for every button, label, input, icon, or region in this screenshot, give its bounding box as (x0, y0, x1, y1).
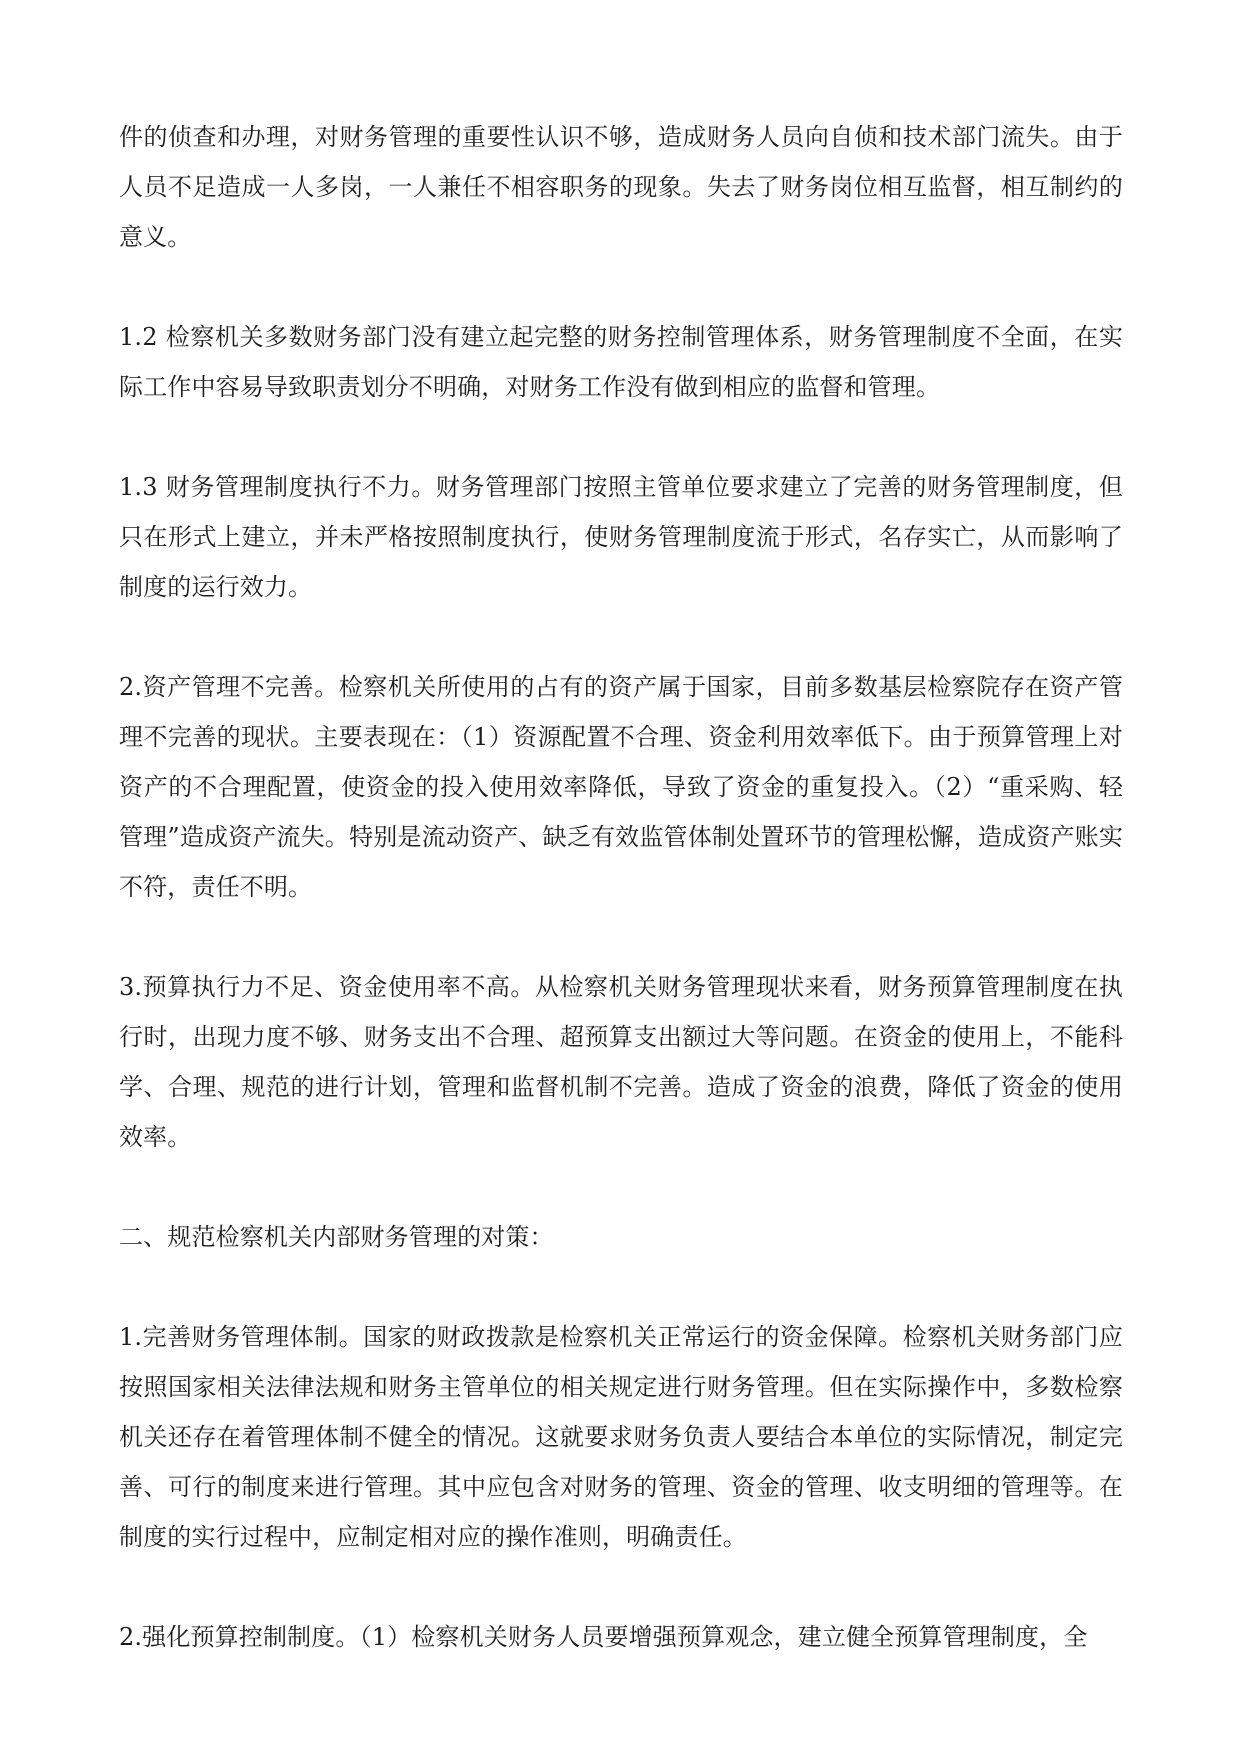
document-page (119, 112, 1123, 1712)
paragraph-countermeasure-1: 1.完善财务管理体制。国家的财政拨款是检察机关正常运行的资金保障。检察机关财务部门应按照国家相关法律法规和财务主管单位的相关规定进行财务管理。但在实际操作中，多数检察机关还存在着管理体制不健全的情况。这就要求财务负责人要结合本单位的实际情况，制定完善、可行的制度来进行管理。其中应包含对财务的管理、资金的管理、收支明细的管理等。在制度的实行过程中，应制定相对应的操作准则，明确责任。 (119, 1323, 1123, 1551)
paragraph-staff-shortage: 件的侦查和办理，对财务管理的重要性认识不够，造成财务人员向自侦和技术部门流失。由于人员不足造成一人多岗，一人兼任不相容职务的现象。失去了财务岗位相互监督，相互制约的意义。 (119, 123, 1123, 251)
section-heading: 二、规范检察机关内部财务管理的对策： (119, 1223, 554, 1251)
paragraph-countermeasure-2: 2.强化预算控制制度。（1）检察机关财务人员要增强预算观念，建立健全预算管理制度，全 (119, 1623, 1088, 1651)
paragraph-2-asset-management: 2.资产管理不完善。检察机关所使用的占有的资产属于国家，目前多数基层检察院存在资产管理不完善的现状。主要表现在：（1）资源配置不合理、资金利用效率低下。由于预算管理上对资产的不合理配置，使资金的投入使用效率降低，导致了资金的重复投入。（2）“重采购、轻管理”造成资产流失。特别是流动资产、缺乏有效监管体制处置环节的管理松懈，造成资产账实不符，责任不明。 (119, 673, 1123, 901)
paragraph-1-3-enforcement: 1.3 财务管理制度执行不力。财务管理部门按照主管单位要求建立了完善的财务管理制度，但只在形式上建立，并未严格按照制度执行，使财务管理制度流于形式，名存实亡，从而影响了制度的运行效力。 (119, 473, 1123, 601)
paragraph-3-budget-execution: 3.预算执行力不足、资金使用率不高。从检察机关财务管理现状来看，财务预算管理制度在执行时，出现力度不够、财务支出不合理、超预算支出额过大等问题。在资金的使用上，不能科学、合理、规范的进行计划，管理和监督机制不完善。造成了资金的浪费，降低了资金的使用效率。 (119, 973, 1123, 1151)
paragraph-1-2-control-system: 1.2 检察机关多数财务部门没有建立起完整的财务控制管理体系，财务管理制度不全面，在实际工作中容易导致职责划分不明确，对财务工作没有做到相应的监督和管理。 (119, 323, 1123, 401)
